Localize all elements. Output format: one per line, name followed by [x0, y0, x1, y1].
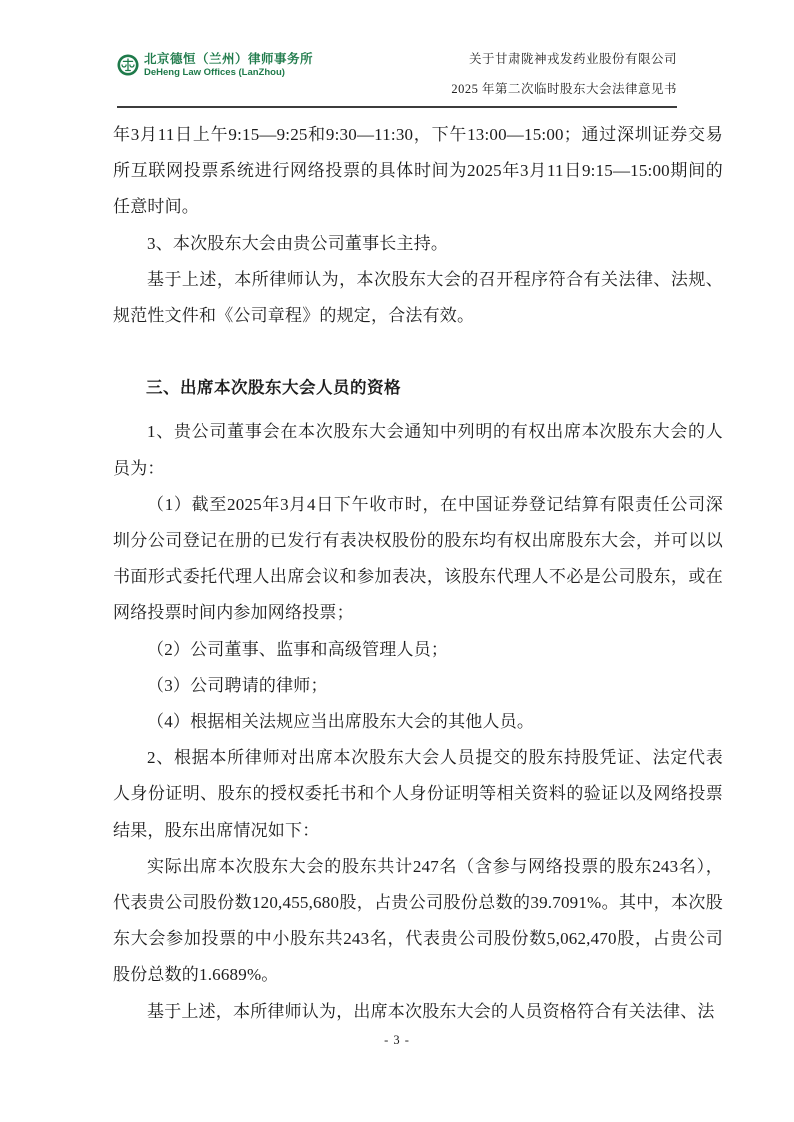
paragraph: 基于上述，本所律师认为，出席本次股东大会的人员资格符合有关法律、法 — [147, 1001, 715, 1021]
law-firm-logo — [117, 52, 313, 79]
page-header — [117, 50, 677, 108]
page-footer — [0, 1033, 794, 1048]
deheng-logo-icon — [117, 54, 139, 76]
section-heading: 三、出席本次股东大会人员的资格 — [146, 379, 401, 398]
paragraph: （3）公司聘请的律师； — [147, 675, 328, 695]
paragraph: 3、本次股东大会由贵公司董事长主持。 — [147, 233, 449, 253]
document-title-line2: 2025 年第二次临时股东大会法律意见书 — [451, 82, 677, 96]
paragraph: 2、根据本所律师对出席本次股东大会人员提交的股东持股凭证、法定代表人身份证明、股东的授权委托书和个人身份证明等相关资料的验证以及网络投票结果，股东出席情况如下： — [113, 748, 723, 840]
page-number: - 3 - — [384, 1033, 410, 1047]
document-title-line1: 关于甘肃陇神戎发药业股份有限公司 — [468, 52, 677, 66]
paragraph: （1）截至2025年3月4日下午收市时，在中国证券登记结算有限责任公司深圳分公司登记在册的已发行有表决权股份的股东均有权出席股东大会，并可以以书面形式委托代理人出席会议和参加表决，该股东代理人不必是公司股东，或在网络投票时间内参加网络投票； — [113, 494, 723, 623]
document-title-block — [451, 52, 677, 97]
law-firm-name-block — [144, 52, 313, 79]
paragraph: 实际出席本次股东大会的股东共计247名（含参与网络投票的股东243名），代表贵公司股份数120,455,680股，占贵公司股份总数的39.7091%。其中，本次股东大会参加投票的中小股东共243名，代表贵公司股份数5,062,470股，占贵公司股份总数的1.6689%。 — [113, 856, 723, 985]
paragraph: 年3月11日上午9:15—9:25和9:30—11:30，下午13:00—15:00；通过深圳证券交易所互联网投票系统进行网络投票的具体时间为2025年3月11日9:15—15:00期间的任意时间。 — [113, 125, 723, 217]
paragraph: （2）公司董事、监事和高级管理人员； — [147, 639, 449, 659]
paragraph: （4）根据相关法规应当出席股东大会的其他人员。 — [147, 712, 535, 732]
document-body — [113, 117, 723, 1030]
law-firm-name-en: DeHeng Law Offices (LanZhou) — [144, 67, 285, 78]
law-firm-name-cn: 北京德恒（兰州）律师事务所 — [144, 52, 314, 66]
paragraph: 1、贵公司董事会在本次股东大会通知中列明的有权出席本次股东大会的人员为： — [113, 422, 723, 478]
paragraph: 基于上述，本所律师认为，本次股东大会的召开程序符合有关法律、法规、规范性文件和《公司章程》的规定，合法有效。 — [113, 269, 723, 326]
